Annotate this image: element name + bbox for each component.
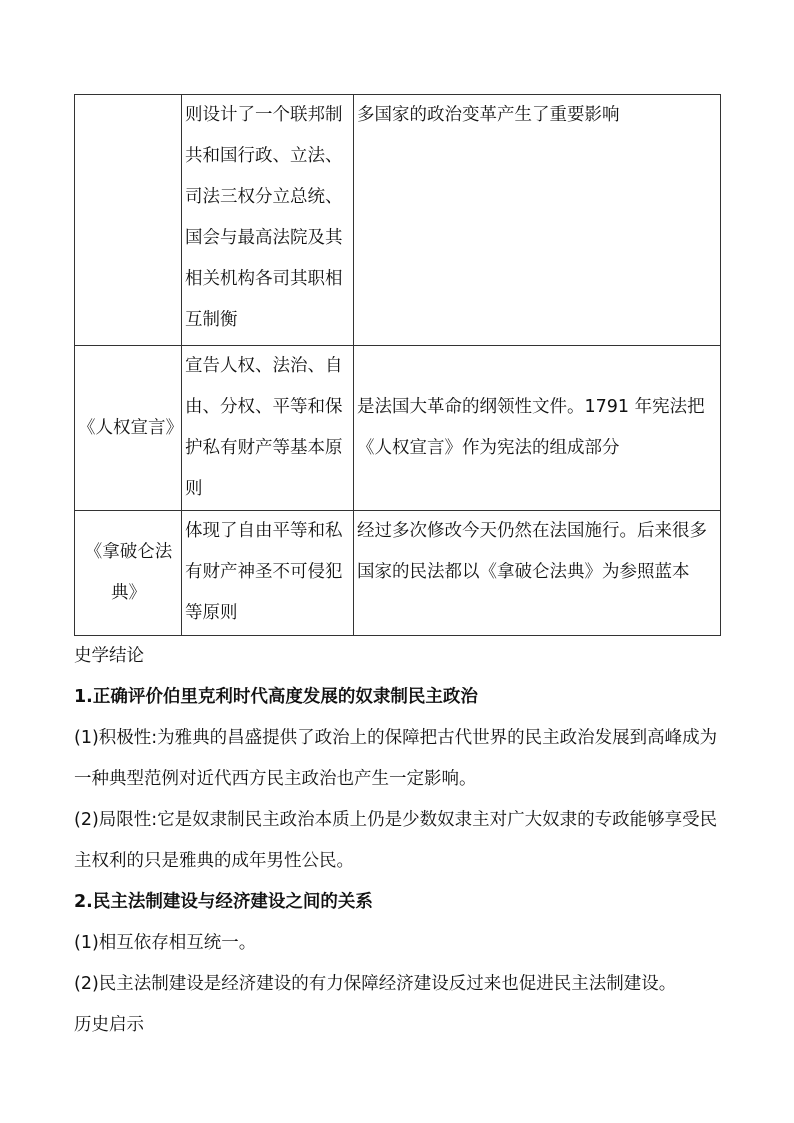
document-name-cell: 《拿破仑法典》 [75,511,182,636]
paragraph: (2)民主法制建设是经济建设的有力保障经济建设反过来也促进民主法制建设。 [74,974,677,994]
section-heading: 2.民主法制建设与经济建设之间的关系 [74,892,373,912]
paragraph: (2)局限性:它是奴隶制民主政治本质上仍是少数奴隶主对广大奴隶的专政能够享受民主权利的只是雅典的成年男性公民。 [74,810,718,871]
table-row [75,346,721,511]
document-name-cell: 《人权宣言》 [75,346,182,511]
content-cell: 宣告人权、法治、自由、分权、平等和保护私有财产等基本原则 [182,346,354,511]
section-heading: 1.正确评价伯里克利时代高度发展的奴隶制民主政治 [74,687,478,707]
content-cell: 则设计了一个联邦制共和国行政、立法、司法三权分立总统、国会与最高法院及其相关机构各司其职相互制衡 [182,95,354,346]
document-page [74,94,720,1046]
table-row [75,511,721,636]
body-text [74,636,720,1046]
content-cell: 体现了自由平等和私有财产神圣不可侵犯等原则 [182,511,354,636]
paragraph: (1)积极性:为雅典的昌盛提供了政治上的保障把古代世界的民主政治发展到高峰成为一种典型范例对近代西方民主政治也产生一定影响。 [74,728,718,789]
table-row [75,95,721,346]
impact-cell: 经过多次修改今天仍然在法国施行。后来很多国家的民法都以《拿破仑法典》为参照蓝本 [354,511,721,636]
impact-cell: 多国家的政治变革产生了重要影响 [354,95,721,346]
history-table [74,94,721,636]
conclusion-label: 史学结论 [74,646,144,666]
insight-label: 历史启示 [74,1015,144,1035]
paragraph: (1)相互依存相互统一。 [74,933,257,953]
impact-cell: 是法国大革命的纲领性文件。1791 年宪法把《人权宣言》作为宪法的组成部分 [354,346,721,511]
document-name-cell [75,95,182,346]
